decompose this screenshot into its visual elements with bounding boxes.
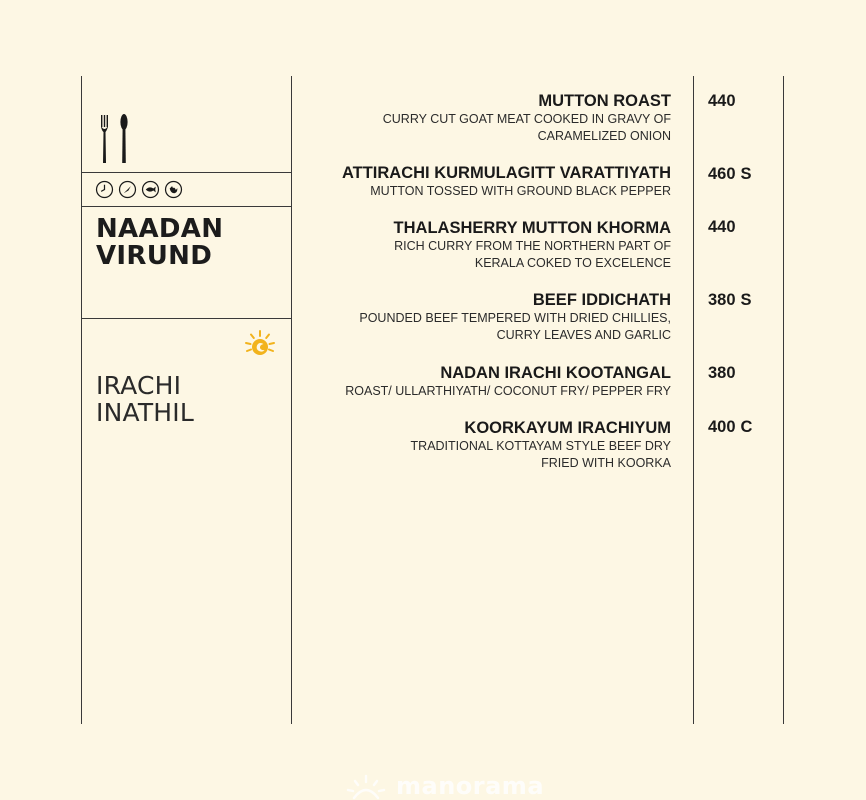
- menu-item: [291, 92, 671, 145]
- price-value: 380: [708, 291, 736, 309]
- item-name: MUTTON ROAST: [538, 92, 671, 110]
- item-price: [708, 291, 752, 309]
- item-description-line: TRADITIONAL KOTTAYAM STYLE BEEF DRY: [410, 439, 671, 453]
- item-price: [708, 418, 752, 436]
- item-description-line: CURRY LEAVES AND GARLIC: [496, 328, 671, 342]
- price-tag: S: [740, 165, 752, 183]
- column-divider: [693, 76, 694, 724]
- item-price: [708, 218, 741, 236]
- item-name: NADAN IRACHI KOOTANGAL: [440, 364, 671, 382]
- item-name: THALASHERRY MUTTON KHORMA: [393, 219, 671, 237]
- row-divider: [81, 172, 292, 173]
- diet-icons-row: [95, 180, 183, 200]
- item-description: [291, 238, 671, 272]
- item-description-line: CARAMELIZED ONION: [537, 129, 671, 143]
- item-description-line: ROAST/ ULLARTHIYATH/ COCONUT FRY/ PEPPER FRY: [345, 384, 671, 398]
- subsection-title-line: INATHIL: [96, 398, 195, 427]
- subsection-title: [96, 372, 286, 426]
- price-value: 460: [708, 165, 736, 183]
- menu-item: [291, 219, 671, 272]
- sun-icon: [243, 328, 277, 360]
- item-price: [708, 92, 741, 110]
- sunrise-logo-icon: [346, 772, 386, 800]
- item-description-line: CURRY CUT GOAT MEAT COOKED IN GRAVY OF: [382, 112, 671, 126]
- compass-icon: [118, 180, 137, 199]
- column-divider: [81, 76, 82, 724]
- clock-icon: [95, 180, 114, 199]
- section-title-line: VIRUND: [96, 241, 213, 271]
- chicken-icon: [164, 180, 183, 199]
- price-value: 380: [708, 364, 736, 382]
- section-title: [96, 216, 286, 270]
- menu-item: [291, 364, 671, 400]
- subsection-title-line: IRACHI: [96, 371, 182, 400]
- menu-item: [291, 291, 671, 344]
- item-description: [291, 383, 671, 400]
- cutlery-icon: [99, 113, 133, 165]
- item-description-line: RICH CURRY FROM THE NORTHERN PART OF: [394, 239, 671, 253]
- row-divider: [81, 318, 292, 319]
- item-description: [291, 438, 671, 472]
- item-description: [291, 183, 671, 200]
- price-tag: S: [740, 291, 752, 309]
- item-price: [708, 165, 752, 183]
- item-description: [291, 111, 671, 145]
- item-description-line: MUTTON TOSSED WITH GROUND BLACK PEPPER: [370, 184, 671, 198]
- price-value: 440: [708, 218, 736, 236]
- price-value: 400: [708, 418, 736, 436]
- section-title-line: NAADAN: [96, 214, 224, 244]
- item-description-line: FRIED WITH KOORKA: [541, 456, 671, 470]
- watermark: [346, 771, 544, 800]
- item-description-line: KERALA COKED TO EXCELENCE: [474, 256, 671, 270]
- price-value: 440: [708, 92, 736, 110]
- menu-item: [291, 419, 671, 472]
- column-divider: [783, 76, 784, 724]
- item-description-line: POUNDED BEEF TEMPERED WITH DRIED CHILLIES,: [359, 311, 671, 325]
- price-tag: C: [740, 418, 753, 436]
- item-name: BEEF IDDICHATH: [532, 291, 671, 309]
- item-description: [291, 310, 671, 344]
- item-name: ATTIRACHI KURMULAGITT VARATTIYATH: [341, 164, 671, 182]
- fish-icon: [141, 180, 160, 199]
- item-price: [708, 364, 741, 382]
- watermark-text: manorama: [396, 772, 545, 800]
- item-name: KOORKAYUM IRACHIYUM: [464, 419, 671, 437]
- row-divider: [81, 206, 292, 207]
- menu-item: [291, 164, 671, 200]
